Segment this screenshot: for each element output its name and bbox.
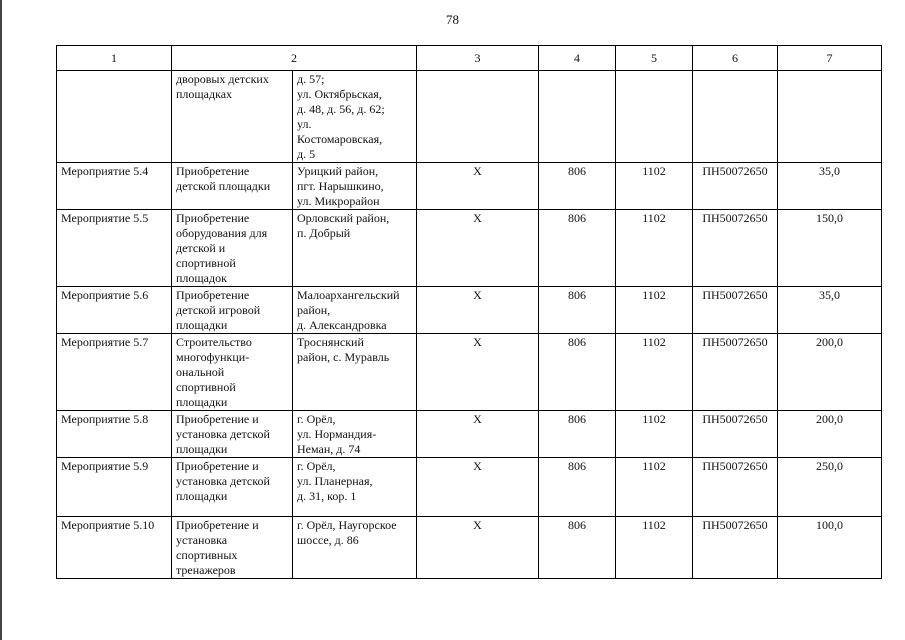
data-table	[56, 45, 882, 579]
cell-col-5: 1102	[616, 458, 693, 517]
cell-col-4: 806	[539, 458, 616, 517]
cell-col-3: Х	[417, 458, 539, 517]
event-address: г. Орёл, ул. Планерная, д. 31, кор. 1	[293, 458, 417, 517]
cell-col-5: 1102	[616, 517, 693, 579]
cell-col-3: Х	[417, 411, 539, 458]
cell-col-5: 1102	[616, 210, 693, 287]
table-row	[57, 334, 882, 411]
event-name: дворовых детских площадках	[172, 71, 293, 163]
table-row	[57, 210, 882, 287]
cell-col-5: 1102	[616, 411, 693, 458]
cell-col-4: 806	[539, 517, 616, 579]
header-col-3: 3	[417, 46, 539, 71]
cell-col-6: ПН50072650	[693, 210, 778, 287]
event-id: Мероприятие 5.5	[57, 210, 172, 287]
table-row	[57, 458, 882, 517]
cell-col-3: Х	[417, 287, 539, 334]
cell-col-4	[539, 71, 616, 163]
header-col-1: 1	[57, 46, 172, 71]
event-name: Приобретение и установка спортивных тренажеров	[172, 517, 293, 579]
event-name: Приобретение детской площадки	[172, 163, 293, 210]
cell-col-7: 150,0	[778, 210, 882, 287]
event-address: Троснянский район, с. Муравль	[293, 334, 417, 411]
cell-col-4: 806	[539, 163, 616, 210]
cell-col-4: 806	[539, 334, 616, 411]
event-id: Мероприятие 5.8	[57, 411, 172, 458]
event-id: Мероприятие 5.7	[57, 334, 172, 411]
cell-col-4: 806	[539, 287, 616, 334]
event-address: Малоархангельский район, д. Александровка	[293, 287, 417, 334]
header-col-5: 5	[616, 46, 693, 71]
event-address: г. Орёл, ул. Нормандия- Неман, д. 74	[293, 411, 417, 458]
cell-col-3: Х	[417, 334, 539, 411]
header-col-2: 2	[172, 46, 417, 71]
event-name: Приобретение и установка детской площадки	[172, 411, 293, 458]
event-address: Орловский район, п. Добрый	[293, 210, 417, 287]
event-address: Урицкий район, пгт. Нарышкино, ул. Микрорайон	[293, 163, 417, 210]
event-address: г. Орёл, Наугорское шоссе, д. 86	[293, 517, 417, 579]
left-margin-line	[0, 0, 2, 640]
cell-col-6: ПН50072650	[693, 458, 778, 517]
table-row	[57, 287, 882, 334]
table-row	[57, 71, 882, 163]
cell-col-5: 1102	[616, 287, 693, 334]
event-id: Мероприятие 5.9	[57, 458, 172, 517]
header-row	[57, 46, 882, 71]
cell-col-7: 200,0	[778, 334, 882, 411]
header-col-4: 4	[539, 46, 616, 71]
cell-col-7: 35,0	[778, 287, 882, 334]
cell-col-3: Х	[417, 517, 539, 579]
cell-col-7: 200,0	[778, 411, 882, 458]
cell-col-4: 806	[539, 210, 616, 287]
cell-col-5: 1102	[616, 163, 693, 210]
cell-col-3	[417, 71, 539, 163]
page-number: 78	[446, 12, 459, 27]
cell-col-6: ПН50072650	[693, 287, 778, 334]
event-id: Мероприятие 5.10	[57, 517, 172, 579]
cell-col-6: ПН50072650	[693, 334, 778, 411]
event-name: Строительство многофункци- ональной спортивной площадки	[172, 334, 293, 411]
cell-col-6: ПН50072650	[693, 163, 778, 210]
cell-col-6: ПН50072650	[693, 411, 778, 458]
cell-col-7	[778, 71, 882, 163]
event-id: Мероприятие 5.4	[57, 163, 172, 210]
cell-col-7: 250,0	[778, 458, 882, 517]
cell-col-7: 100,0	[778, 517, 882, 579]
cell-col-6	[693, 71, 778, 163]
event-id: Мероприятие 5.6	[57, 287, 172, 334]
cell-col-6: ПН50072650	[693, 517, 778, 579]
event-name: Приобретение и установка детской площадки	[172, 458, 293, 517]
cell-col-3: Х	[417, 163, 539, 210]
table-row	[57, 411, 882, 458]
cell-col-5	[616, 71, 693, 163]
header-col-6: 6	[693, 46, 778, 71]
cell-col-5: 1102	[616, 334, 693, 411]
event-name: Приобретение оборудования для детской и спортивной площадок	[172, 210, 293, 287]
event-name: Приобретение детской игровой площадки	[172, 287, 293, 334]
table-row	[57, 517, 882, 579]
cell-col-4: 806	[539, 411, 616, 458]
event-id	[57, 71, 172, 163]
event-address: д. 57; ул. Октябрьская, д. 48, д. 56, д. 62; ул. Костомаровская, д. 5	[293, 71, 417, 163]
cell-col-7: 35,0	[778, 163, 882, 210]
table-row	[57, 163, 882, 210]
cell-col-3: Х	[417, 210, 539, 287]
header-col-7: 7	[778, 46, 882, 71]
